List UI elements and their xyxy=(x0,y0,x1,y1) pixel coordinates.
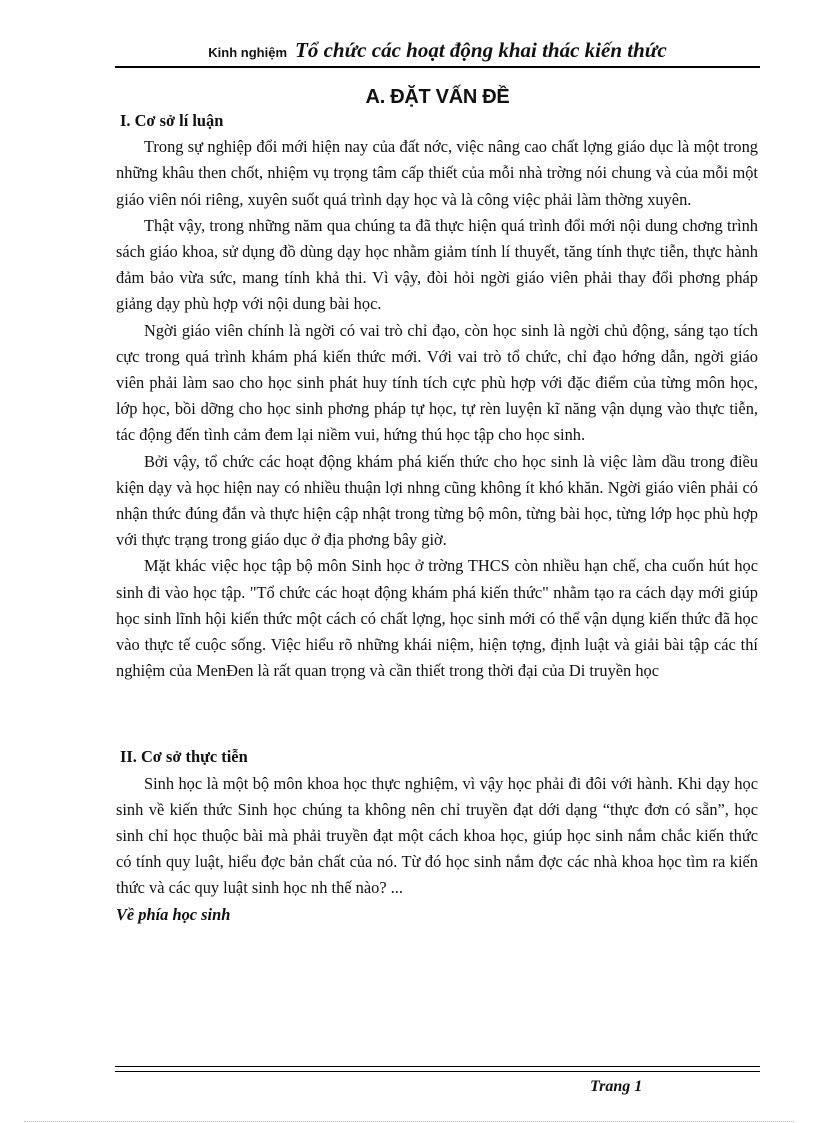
section-spacer xyxy=(116,684,758,744)
subheading-students: Về phía học sinh xyxy=(116,904,231,924)
paragraph: Ngời giáo viên chính là ngời có vai trò chỉ đạo, còn học sinh là ngời chủ động, sáng tạo tích cực trong quá trình khám phá kiến thức mới. Với vai trò tổ chức, chỉ đạo hớng dẫn, ngời giáo viên phải làm sao cho học sinh phát huy tính tích cực phù hợp với đặc điểm của từng môn học, lớp học, bồi dỡng cho học sinh phơng pháp tự học, tự rèn luyện kĩ năng vận dụng vào thực tiễn, tác động đến tình cảm đem lại niềm vui, hứng thú học tập cho học sinh. xyxy=(116,320,758,445)
header-title: Tổ chức các hoạt động khai thác kiến thức xyxy=(295,38,667,62)
footer-divider-bottom xyxy=(115,1071,760,1072)
section-heading-theory: I. Cơ sở lí luận xyxy=(120,111,224,130)
footer-divider-top xyxy=(115,1066,760,1067)
paragraph: Bởi vậy, tổ chức các hoạt động khám phá kiến thức cho học sinh là việc làm dầu trong điều kiện dạy và học hiện nay có nhiều thuận lợi nhng cũng không ít khó khăn. Ngời giáo viên phải có nhận thức đúng đắn và thực hiện cập nhật trong từng bộ môn, từng bài học, từng lớp học phù hợp với thực trạng trong giáo dục ở địa phơng bây giờ. xyxy=(116,451,758,550)
page-number: Trang 1 xyxy=(590,1078,643,1095)
document-title: A. ĐẶT VẤN ĐỀ xyxy=(365,86,510,108)
document-body xyxy=(116,108,758,928)
paragraph: Thật vậy, trong những năm qua chúng ta đã thực hiện quá trình đổi mới nội dung chơng trình sách giáo khoa, sử dụng đồ dùng dạy học nhằm giảm tính lí thuyết, tăng tính thực tiễn, thực hành đảm bảo vừa sức, mang tính khả thi. Vì vậy, đòi hỏi ngời giáo viên phải thay đổi phơng pháp giảng dạy phù hợp với nội dung bài học. xyxy=(116,215,758,314)
paragraph: Mặt khác việc học tập bộ môn Sinh học ở trờng THCS còn nhiều hạn chế, cha cuốn hút học sinh đi vào học tập. "Tổ chức các hoạt động khám phá kiến thức" nhằm tạo ra cách dạy mới giúp học sinh lĩnh hội kiến thức một cách có chất lợng, học sinh mới có thể vận dụng kiến thức đã học vào thực tế cuộc sống. Việc hiểu rõ những khái niệm, hiện tợng, định luật và giải bài tập các thí nghiệm của MenĐen là rất quan trọng và cần thiết trong thời đại của Di truyền học xyxy=(116,556,758,681)
section-heading-practice: II. Cơ sở thực tiễn xyxy=(120,747,248,767)
paragraph: Sinh học là một bộ môn khoa học thực nghiệm, vì vậy học phải đi đôi với hành. Khi dạy học sinh về kiến thức Sinh học chúng ta không nên chỉ truyền đạt dới dạng “thực đơn có sẵn”, học sinh chỉ học thuộc bài mà phải truyền đạt một cách khoa học, giúp học sinh nắm chắc kiến thức có tính quy luật, hiểu đợc bản chất của nó. Từ đó học sinh nắm đợc các nhà khoa học tìm ra kiến thức và các quy luật sinh học nh thế nào? ... xyxy=(116,773,758,898)
header-divider xyxy=(115,66,760,68)
page-edge xyxy=(24,1121,794,1122)
page-header xyxy=(115,38,760,68)
header-label: Kinh nghiệm xyxy=(208,45,288,60)
paragraph: Trong sự nghiệp đổi mới hiện nay của đất nớc, việc nâng cao chất lợng giáo dục là một trong những khâu then chốt, nhiệm vụ trọng tâm cấp thiết của mỗi nhà trờng nói chung và của mỗi một giáo viên nói riêng, xuyên suốt quá trình dạy học và là công việc phải làm thờng xuyên. xyxy=(116,137,758,209)
